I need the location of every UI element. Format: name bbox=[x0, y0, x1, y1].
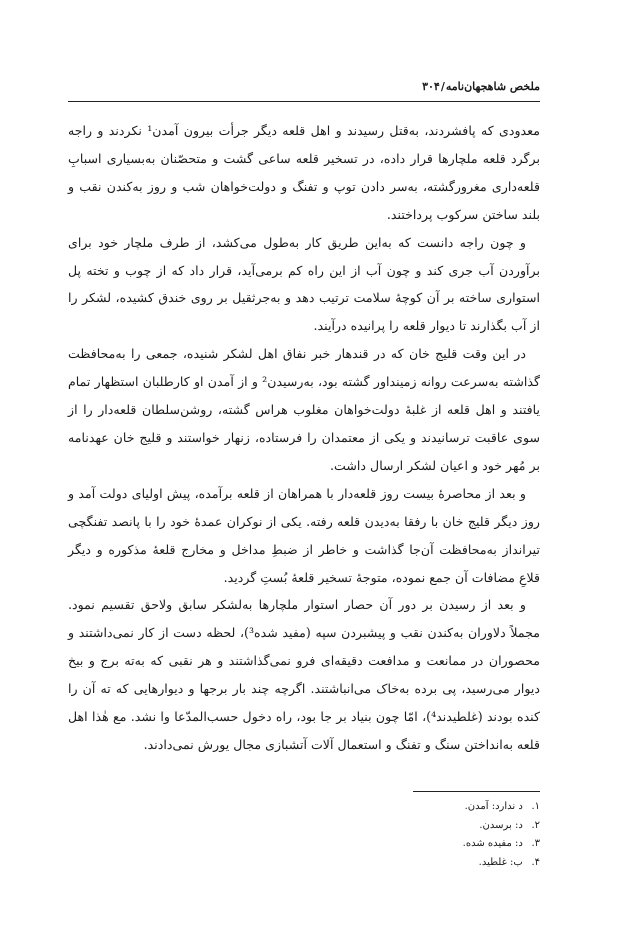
footnote-rule bbox=[413, 791, 540, 792]
paragraph-5: و بعد از رسیدن بر دور آن حصار استوار ملچارها به‌لشکر سابق ولاحق تقسیم نمود. مجملاً دلاوران به‌کندن نقب و پیشبردن سپه (مفید شده³)، لحظه دست از کار نمی‌داشتند و محصوران در ممانعت و مدافعت دقیقه‌ای فرو نمی‌گذاشتند و هر نقبی که به‌ته برج و بیخ دیوار می‌رسید، پی برده به‌خاک می‌انباشتند. اگرچه چند بار برجها و دیوارهایی که ته آن را کنده بودند (غلطیدند⁴)، امّا چون بنیاد بر جا بود، راه دخول حسب‌المدّعا وا نشد. مع هٰذا اهل قلعه به‌انداختن سنگ و تفنگ و استعمال آلات آتشبازی مجال یورش نمی‌دادند. bbox=[68, 597, 540, 752]
footnote-number: ۳. bbox=[531, 838, 540, 850]
header-separator: / bbox=[440, 80, 445, 93]
page-number: ۳۰۴ bbox=[422, 80, 440, 93]
paragraph-1: معدودی که پافشردند، به‌قتل رسیدند و اهل قلعه دیگر جرأت بیرون آمدن¹ نکردند و راجه برگرد قلعه ملچارها قرار داده، در تسخیر قلعه ساعی گشت و متحصّنان به‌بسیاری اسبابِ قلعه‌داری مغرورگشته، به‌سر دادن توپ و تفنگ و دولت‌خواهان شب و روز به‌کندن نقب و بلند ساختن سرکوب پرداختند. bbox=[68, 123, 540, 222]
footnote-4 bbox=[340, 854, 540, 873]
footnote-text: د: مفیده شده. bbox=[462, 838, 523, 850]
main-text bbox=[68, 117, 540, 759]
footnotes bbox=[340, 798, 540, 872]
paragraph-3: در این وقت قلیج خان که در قندهار خبر نفاق اهل لشکر شنیده، جمعی را به‌محافظت گذاشته به‌سرعت روانه زمینداور گشته بود، به‌رسیدن² و از آمدن او کارطلبان استظهار تمام یافتند و اهل قلعه از غلبهٔ دولت‌خواهان مغلوب هراس گشته، روشن‌سلطان قلعه‌دار را از سوی عاقبت ترسانیدند و یکی از معتمدان را فرستاده، زنهار خواستند و قلیج خان عهدنامه بر مُهر خود و اعیان لشکر ارسال داشت. bbox=[68, 346, 540, 473]
header-title: ملخص شاهجهان‌نامه bbox=[445, 80, 540, 93]
footnote-text: د: برسدن. bbox=[479, 819, 523, 831]
footnote-text: د ندارد: آمدن. bbox=[464, 801, 523, 812]
running-header bbox=[422, 80, 540, 93]
footnote-number: ۱. bbox=[531, 801, 540, 812]
footnote-1 bbox=[340, 798, 540, 817]
paragraph-2: و چون راجه دانست که به‌این طریق کار به‌طول می‌کشد، از طرف ملچار خود برای برآوردن آب جری کند و چون آب از این راه کم برمی‌آید، قرار داد که از چوب و تخته پل استواری ساخته بر آن کوچهٔ سلامت ترتیب دهد و به‌جرثقیل بر روی خندق کشیده، لشکر را از آب بگذارند تا دیوار قلعه را پرانیده درآیند. bbox=[68, 234, 540, 334]
footnote-number: ۴. bbox=[531, 856, 540, 868]
paragraph-4: و بعد از محاصرهٔ بیست روز قلعه‌دار با همراهان از قلعه برآمده، پیش اولیای دولت آمد و روز دیگر قلیج خان با رفقا به‌دیدن قلعه رفته. یکی از نوکران عمدهٔ خود را با پانصد تفنگچی تیرانداز به‌محافظت آن‌جا گذاشت و خاطر از ضبطِ مداخل و مخارج قلعهٔ مذکوره و دیگر قلاعِ مضافات آن جمع نموده، متوجهٔ تسخیر قلعهٔ بُستِ گردید. bbox=[68, 485, 540, 585]
footnote-text: ب: غلطید. bbox=[478, 856, 523, 868]
footnote-3 bbox=[340, 835, 540, 854]
header-rule bbox=[68, 101, 540, 102]
footnote-2 bbox=[340, 817, 540, 836]
footnote-number: ۲. bbox=[531, 819, 540, 831]
